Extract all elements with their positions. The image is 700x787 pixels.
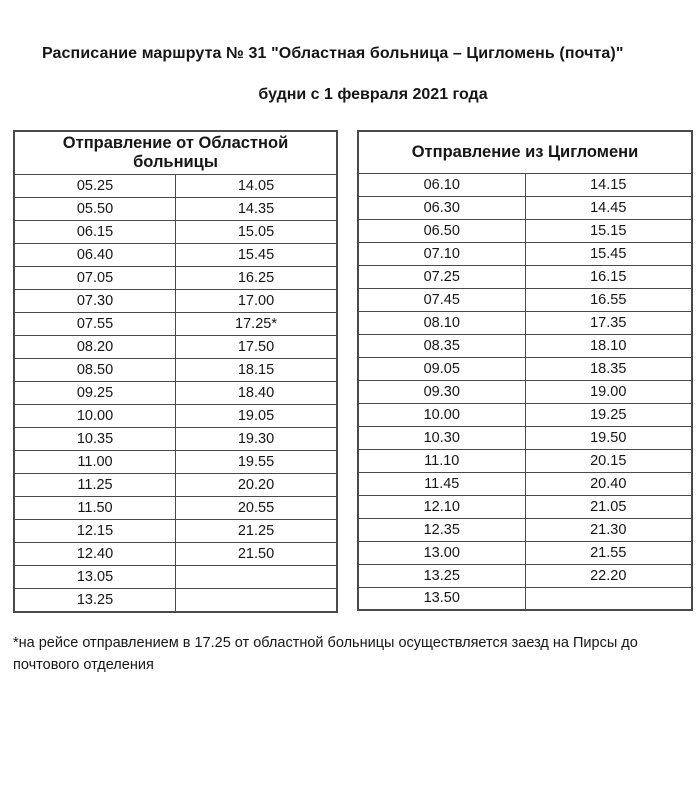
time-cell: 07.25: [358, 265, 525, 288]
time-cell: 15.05: [176, 221, 338, 244]
table-row: [358, 219, 692, 242]
time-cell: 19.05: [176, 405, 338, 428]
time-cell: 18.10: [525, 334, 692, 357]
time-cell: 11.00: [14, 451, 176, 474]
time-cell: 14.35: [176, 198, 338, 221]
time-cell: 21.25: [176, 520, 338, 543]
table-body-tsiglomen: [358, 173, 692, 610]
time-cell: 18.40: [176, 382, 338, 405]
time-cell: 06.15: [14, 221, 176, 244]
time-cell: [176, 566, 338, 589]
table-row: [358, 564, 692, 587]
time-cell: 18.15: [176, 359, 338, 382]
table-row: [358, 380, 692, 403]
time-cell: 15.45: [176, 244, 338, 267]
time-cell: 14.15: [525, 173, 692, 196]
time-cell: 08.20: [14, 336, 176, 359]
time-cell: 11.25: [14, 474, 176, 497]
table-row: [358, 426, 692, 449]
table-row: [358, 288, 692, 311]
table-row: [358, 311, 692, 334]
table-row: [14, 198, 337, 221]
time-cell: [176, 589, 338, 612]
time-cell: 07.05: [14, 267, 176, 290]
page-subtitle: будни с 1 февраля 2021 года: [258, 86, 488, 103]
table-row: [14, 359, 337, 382]
table-row: [14, 221, 337, 244]
table-body-hospital: [14, 175, 337, 612]
table-row: [14, 267, 337, 290]
table-row: [358, 541, 692, 564]
table-header-tsiglomen: Отправление из Цигломени: [358, 131, 692, 173]
time-cell: 11.50: [14, 497, 176, 520]
time-cell: 15.45: [525, 242, 692, 265]
time-cell: 06.10: [358, 173, 525, 196]
table-row: [358, 472, 692, 495]
time-cell: 13.25: [358, 564, 525, 587]
time-cell: 06.50: [358, 219, 525, 242]
time-cell: 10.00: [358, 403, 525, 426]
time-cell: 10.00: [14, 405, 176, 428]
table-header-row: [358, 131, 692, 173]
table-row: [358, 242, 692, 265]
time-cell: 21.55: [525, 541, 692, 564]
time-cell: 10.30: [358, 426, 525, 449]
time-cell: 12.10: [358, 495, 525, 518]
table-row: [14, 336, 337, 359]
time-cell: 22.20: [525, 564, 692, 587]
time-cell: 19.00: [525, 380, 692, 403]
time-cell: 17.25*: [176, 313, 338, 336]
time-cell: 07.55: [14, 313, 176, 336]
time-cell: 06.40: [14, 244, 176, 267]
time-cell: 11.10: [358, 449, 525, 472]
time-cell: 12.40: [14, 543, 176, 566]
time-cell: 19.25: [525, 403, 692, 426]
time-cell: 13.25: [14, 589, 176, 612]
time-cell: 11.45: [358, 472, 525, 495]
time-cell: 13.50: [358, 587, 525, 610]
time-cell: 09.05: [358, 357, 525, 380]
table-row: [14, 313, 337, 336]
time-cell: 18.35: [525, 357, 692, 380]
time-cell: 20.15: [525, 449, 692, 472]
time-cell: 21.50: [176, 543, 338, 566]
table-row: [14, 428, 337, 451]
table-row: [14, 474, 337, 497]
time-cell: 07.10: [358, 242, 525, 265]
time-cell: 16.55: [525, 288, 692, 311]
time-cell: 20.55: [176, 497, 338, 520]
time-cell: 12.15: [14, 520, 176, 543]
table-row: [14, 405, 337, 428]
time-cell: [525, 587, 692, 610]
table-row: [14, 382, 337, 405]
departure-table-tsiglomen: [357, 130, 693, 611]
time-cell: 17.50: [176, 336, 338, 359]
table-row: [358, 449, 692, 472]
schedule-document: [0, 45, 700, 676]
time-cell: 08.10: [358, 311, 525, 334]
page-title: Расписание маршрута № 31 "Областная больница – Цигломень (почта)": [42, 45, 624, 62]
time-cell: 17.35: [525, 311, 692, 334]
table-row: [358, 587, 692, 610]
time-cell: 16.25: [176, 267, 338, 290]
table-row: [358, 334, 692, 357]
table-row: [14, 244, 337, 267]
table-row: [14, 520, 337, 543]
table-row: [14, 589, 337, 612]
time-cell: 20.40: [525, 472, 692, 495]
table-row: [14, 290, 337, 313]
table-row: [14, 175, 337, 198]
time-cell: 17.00: [176, 290, 338, 313]
time-cell: 19.30: [176, 428, 338, 451]
table-row: [14, 451, 337, 474]
table-row: [358, 173, 692, 196]
time-cell: 14.45: [525, 196, 692, 219]
time-cell: 05.25: [14, 175, 176, 198]
table-row: [358, 495, 692, 518]
table-row: [358, 357, 692, 380]
time-cell: 07.45: [358, 288, 525, 311]
timetables-container: [13, 130, 693, 613]
table-row: [14, 566, 337, 589]
time-cell: 16.15: [525, 265, 692, 288]
time-cell: 13.00: [358, 541, 525, 564]
time-cell: 07.30: [14, 290, 176, 313]
time-cell: 19.50: [525, 426, 692, 449]
time-cell: 21.30: [525, 518, 692, 541]
time-cell: 15.15: [525, 219, 692, 242]
table-row: [14, 543, 337, 566]
time-cell: 14.05: [176, 175, 338, 198]
time-cell: 08.35: [358, 334, 525, 357]
time-cell: 21.05: [525, 495, 692, 518]
table-header-row: [14, 131, 337, 175]
time-cell: 20.20: [176, 474, 338, 497]
footnote: *на рейсе отправлением в 17.25 от областной больницы осуществляется заезд на Пирсы до почтового отделения: [13, 634, 638, 673]
time-cell: 05.50: [14, 198, 176, 221]
table-row: [358, 265, 692, 288]
time-cell: 13.05: [14, 566, 176, 589]
table-row: [358, 518, 692, 541]
time-cell: 09.30: [358, 380, 525, 403]
table-row: [14, 497, 337, 520]
time-cell: 06.30: [358, 196, 525, 219]
time-cell: 08.50: [14, 359, 176, 382]
time-cell: 19.55: [176, 451, 338, 474]
time-cell: 10.35: [14, 428, 176, 451]
table-row: [358, 196, 692, 219]
table-row: [358, 403, 692, 426]
time-cell: 12.35: [358, 518, 525, 541]
table-header-hospital: Отправление от Областной больницы: [14, 131, 337, 175]
time-cell: 09.25: [14, 382, 176, 405]
departure-table-hospital: [13, 130, 338, 613]
